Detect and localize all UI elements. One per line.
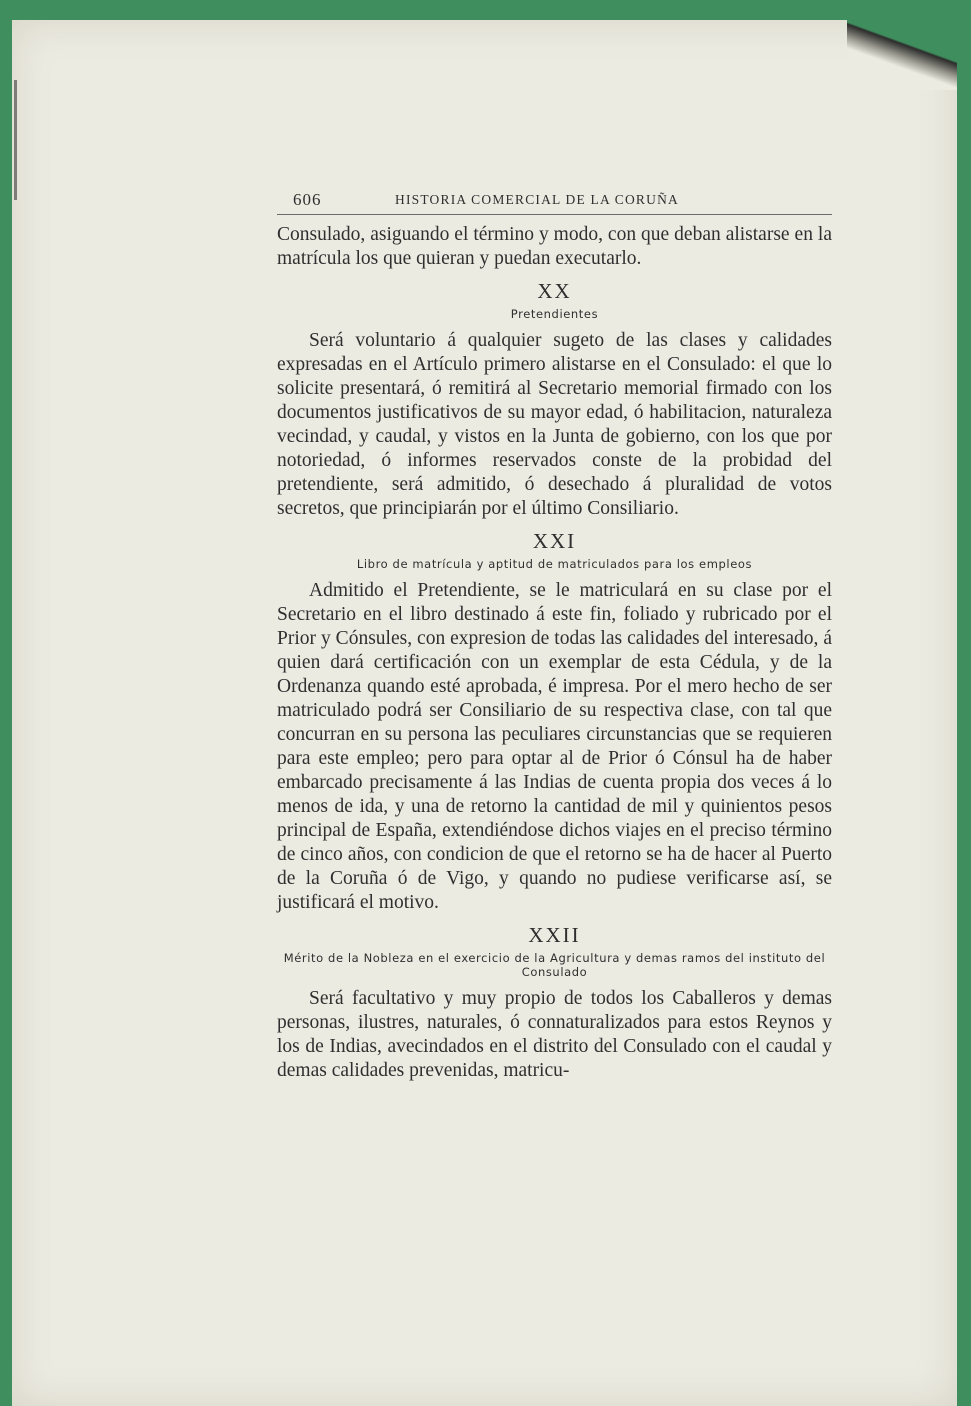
folded-corner	[847, 20, 957, 90]
article-body: Admitido el Pretendiente, se le matriculará en su clase por el Secretario en el libro destinado á este fin, foliado y rubricado por el Prior y Cónsules, con expresion de todas las calidades del interesado, á quien dará certificación con un exemplar de esta Cédula, y de la Ordenanza quando esté aprobada, é impresa. Por el mero hecho de ser matriculado podrá ser Consiliario de su respectiva clase, con tal que concurran en su persona las peculiares circunstancias que se requieren para este empleo; pero para optar al de Prior ó Cónsul ha de haber embarcado precisamente á las Indias de cuenta propia dos veces á lo menos de ida, y una de retorno la cantidad de mil y quinientos pesos principal de España, extendiéndose dichos viajes en el preciso término de cinco años, con condicion de que el retorno se ha de hacer al Puerto de la Coruña ó de Vigo, y quando no pudiese verificarse así, se justificará el motivo.	[277, 580, 832, 913]
binding-edge-mark	[14, 80, 17, 200]
running-title: HISTORIA COMERCIAL DE LA CORUÑA	[395, 192, 679, 207]
article-title: Libro de matrícula y aptitud de matriculados para los empleos	[356, 557, 753, 571]
article-body: Será voluntario á qualquier sugeto de las clases y calidades expresadas en el Artículo primero alistarse en el Consulado: el que lo solicite presentará, ó remitirá al Secretario memorial firmado con los documentos justificativos de su mayor edad, ó habilitacion, naturaleza vecindad, y caudal, y vistos en la Junta de gobierno, con los que por notoriedad, ó informes reservados conste de la probidad del pretendiente, será admitido, ó desechado á pluralidad de votos secretos, que principiarán por el último Consiliario.	[277, 330, 832, 519]
article-number: XXI	[532, 529, 577, 553]
running-head	[277, 188, 832, 215]
article-body: Será facultativo y muy propio de todos los Caballeros y demas personas, ilustres, naturales, ó connaturalizados para estos Reynos y los de Indias, avecindados en el distrito del Consulado con el caudal y demas calidades prevenidas, matricu-	[277, 988, 832, 1081]
text-block	[277, 188, 832, 1083]
page-number: 606	[293, 190, 322, 209]
article-title: Pretendientes	[510, 307, 599, 321]
article-number: XX	[537, 279, 572, 303]
article-number: XXII	[528, 923, 581, 947]
article-title: Mérito de la Nobleza en el exercicio de la Agricultura y demas ramos del instituto del Consulado	[283, 951, 826, 979]
opening-paragraph: Consulado, asiguando el término y modo, con que deban alistarse en la matrícula los que quieran y puedan executarlo.	[277, 224, 832, 269]
